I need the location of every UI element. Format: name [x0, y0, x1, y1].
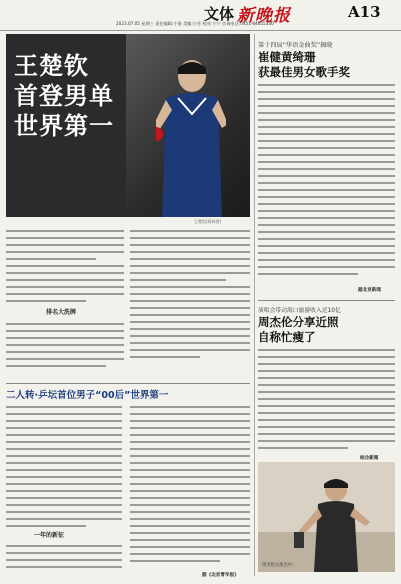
- left-subhead-1: 排名大洗牌: [46, 309, 77, 316]
- column-divider: [254, 34, 255, 576]
- left-divider: [6, 383, 250, 384]
- right-photo-caption: 周杰伦在演出中。: [262, 563, 297, 568]
- masthead-info: 2023.07.05 星期三 责任编辑:小鲁 美编:小芳 校对:小宁 咨询电话:0451-84655330: [116, 21, 274, 26]
- text-lines: [130, 404, 250, 569]
- right-mid-title-2: 自称忙瘦了: [258, 330, 316, 344]
- left-bottom-title: 二人转·乒坛首位男子“00后”世界第一: [6, 390, 169, 401]
- hero-title-line3: 世界第一: [14, 112, 114, 140]
- concert-photo: [258, 462, 395, 572]
- text-lines: [258, 82, 395, 282]
- page-number: A13: [348, 3, 381, 21]
- text-lines: [258, 347, 395, 455]
- right-top-title-2: 获最佳男女歌手奖: [258, 65, 350, 79]
- hero-credit: 王楚钦(资料图): [194, 219, 222, 224]
- hero-photo: [6, 34, 250, 217]
- performer-figure: [258, 462, 395, 572]
- text-lines: [6, 404, 122, 574]
- newspaper-logo: 新晚报: [237, 6, 291, 26]
- right-top-title-1: 崔健黄绮珊: [258, 50, 316, 64]
- section-label: 文体: [204, 5, 235, 23]
- text-lines: [6, 228, 124, 373]
- text-lines: [130, 228, 250, 373]
- left-bottom-byline: 据《北京青年报》: [202, 573, 239, 578]
- left-bottom-subhead: 一年的新征: [34, 532, 65, 539]
- left-bottom-col2: [130, 404, 250, 569]
- right-top-byline: 据北京新闻: [358, 288, 381, 293]
- hero-title-line2: 首登男单: [14, 82, 114, 110]
- masthead: [0, 0, 401, 31]
- right-top-body: [258, 82, 395, 282]
- left-article-col2: [130, 228, 250, 373]
- right-mid-byline: 综合新闻: [360, 456, 379, 461]
- left-article-col1: [6, 228, 124, 373]
- right-top-kicker: 第十四届“华语金曲奖”揭晓: [258, 42, 333, 49]
- right-mid-kicker: 演唱会带动海口旅游收入近10亿: [258, 308, 341, 314]
- right-divider: [258, 300, 395, 301]
- hero-title-line1: 王楚钦: [14, 52, 89, 80]
- right-mid-title-1: 周杰伦分享近照: [258, 315, 339, 329]
- right-mid-body: [258, 347, 395, 455]
- left-bottom-col1: [6, 404, 122, 574]
- athlete-figure: [156, 54, 226, 217]
